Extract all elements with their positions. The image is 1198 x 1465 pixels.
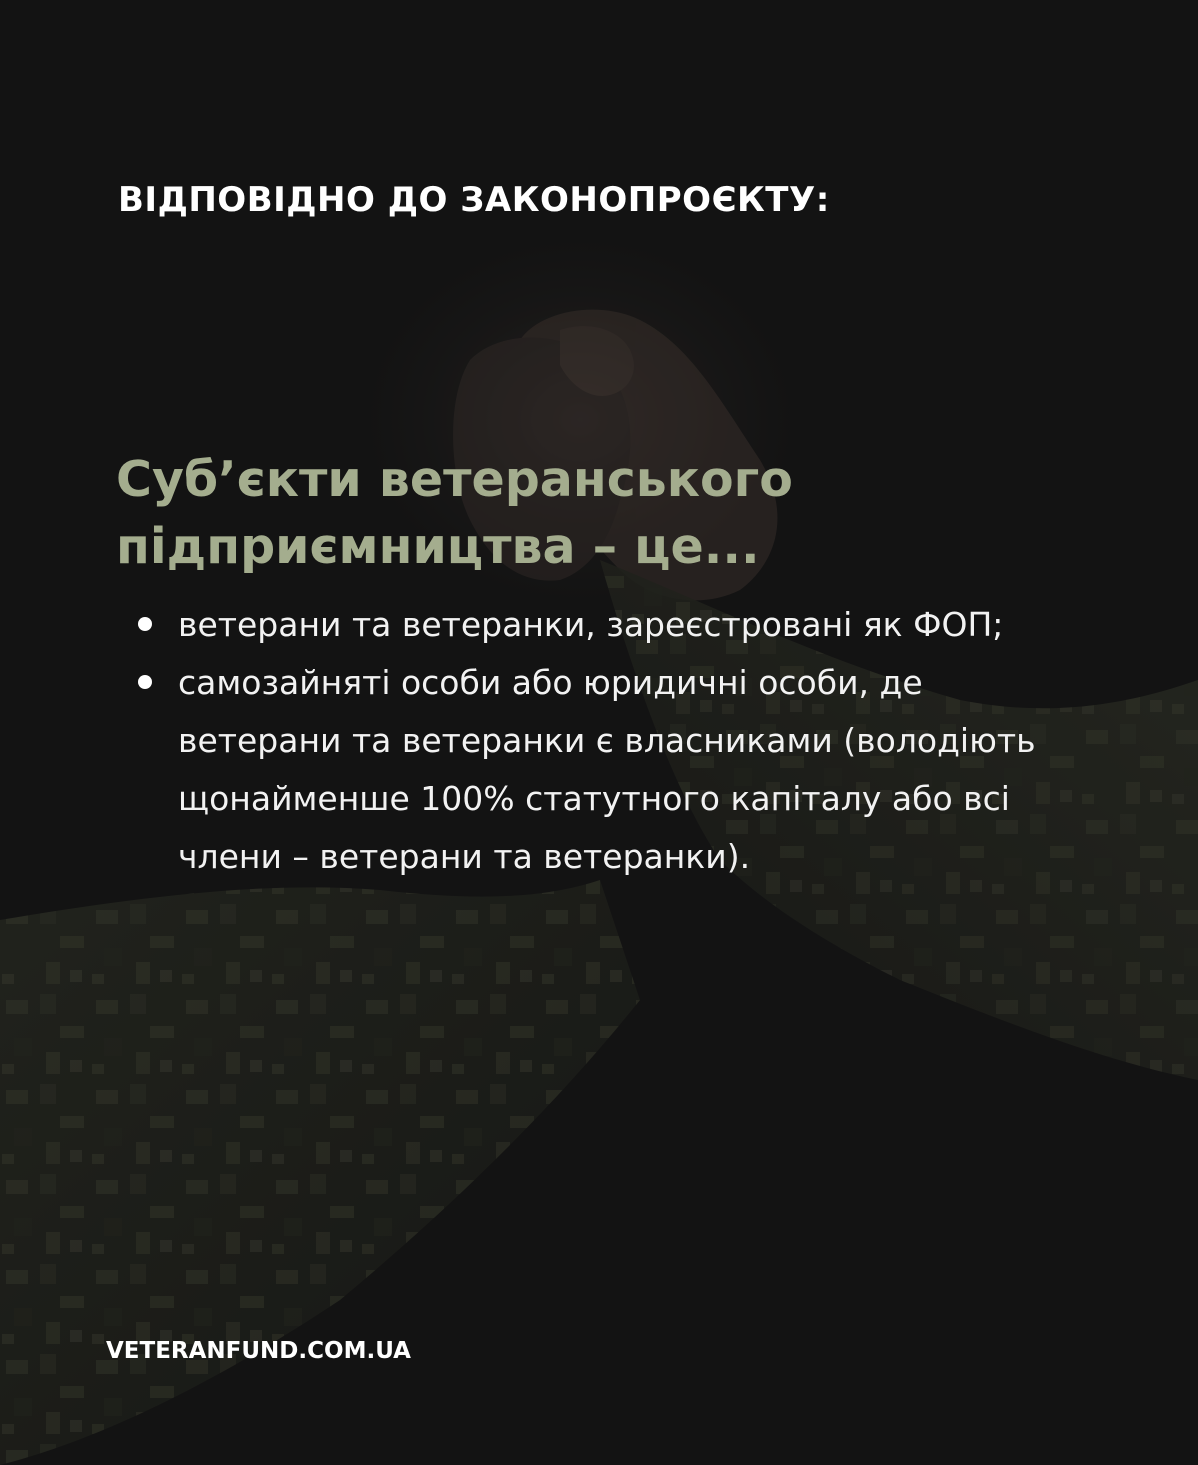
bullet-line: ветерани та ветеранки, зареєстровані як ФОП; xyxy=(178,605,1004,644)
bullet-text xyxy=(178,596,1142,654)
bullet-list xyxy=(132,596,1142,886)
bullet-line: члени – ветерани та ветеранки). xyxy=(178,837,751,876)
website-url[interactable]: VETERANFUND.COM.UA xyxy=(106,1338,411,1364)
bullet-text xyxy=(178,654,1142,886)
headline-line: підприємництва – це... xyxy=(116,518,760,575)
bullet-dot-icon xyxy=(138,617,152,631)
bullet-line: щонайменше 100% статутного капіталу або всі xyxy=(178,779,1010,818)
bullet-dot-icon xyxy=(138,675,152,689)
section-kicker: ВІДПОВІДНО ДО ЗАКОНОПРОЄКТУ: xyxy=(118,180,830,220)
bullet-line: ветерани та ветеранки є власниками (володіють xyxy=(178,721,1036,760)
bullet-item xyxy=(132,654,1142,886)
bullet-item xyxy=(132,596,1142,654)
headline-line: Суб’єкти ветеранського xyxy=(116,451,793,508)
headline xyxy=(116,446,793,580)
bullet-line: самозайняті особи або юридичні особи, де xyxy=(178,663,923,702)
